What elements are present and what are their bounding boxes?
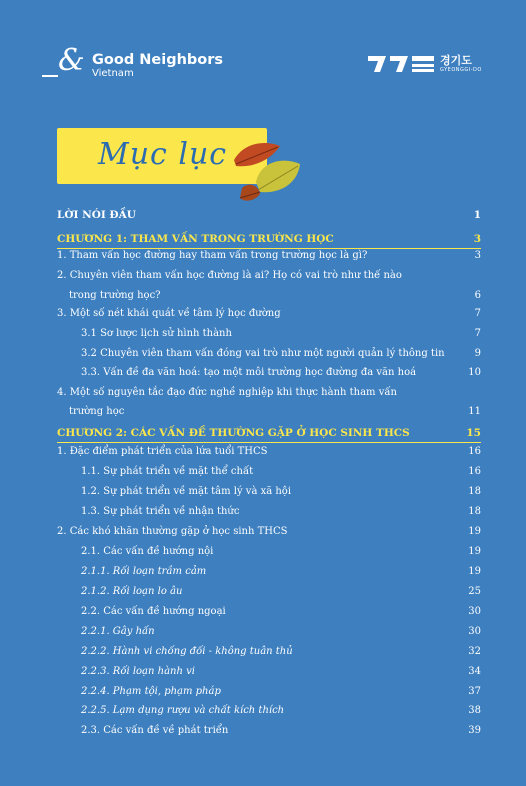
toc-entry-label: 4. Một số nguyên tắc đạo đức nghề nghiệp khi thực hành tham vấn (57, 387, 397, 398)
toc-entry-label: 3.3. Vấn đề đa văn hoá: tạo một môi trường học đường đa văn hoá (81, 367, 417, 378)
toc-entry-label: 2.2.2. Hành vi chống đối - không tuân thủ (81, 646, 293, 657)
page-header (0, 0, 526, 90)
toc-page-number: 11 (468, 406, 481, 417)
good-neighbors-mark-icon: & (42, 52, 90, 80)
toc-page-number: 38 (468, 705, 481, 716)
logo-subtitle: Vietnam (92, 67, 134, 79)
toc-entry-label: 1. Tham vấn học đường hay tham vấn trong trường học là gì? (57, 250, 368, 261)
toc-entry-label: 2.2. Các vấn đề hướng ngoại (81, 606, 226, 617)
toc-page-number: 16 (468, 446, 481, 457)
toc-entry-label: 1. Đặc điểm phát triển của lứa tuổi THCS (57, 446, 268, 457)
toc-entry-label: trường học (69, 406, 125, 417)
logo-title: Good Neighbors (92, 51, 224, 68)
toc-page-number: 37 (468, 686, 481, 697)
toc-page-number: 25 (468, 586, 481, 597)
toc-page-number: 32 (468, 646, 481, 657)
toc-page-number: 6 (474, 290, 481, 301)
toc-page-number: 19 (468, 526, 481, 537)
logo-korean: 경기도 (440, 53, 472, 67)
toc-entry-label: CHƯƠNG 1: THAM VẤN TRONG TRƯỜNG HỌC (57, 233, 334, 245)
toc-entry-label: CHƯƠNG 2: CÁC VẤN ĐỀ THƯỜNG GẶP Ở HỌC SINH THCS (57, 427, 410, 439)
logo-english: GYEONGGI-DO (440, 66, 482, 73)
toc-entry-label: 2.3. Các vấn đề về phát triển (81, 725, 229, 736)
toc-page-number: 10 (468, 367, 481, 378)
page-title: Mục lục (98, 137, 228, 172)
toc-page-number: 3 (474, 250, 481, 261)
toc-entry-label: 1.3. Sự phát triển về nhận thức (81, 506, 240, 517)
toc-page-number: 34 (468, 666, 481, 677)
toc-page-number: 7 (474, 308, 481, 319)
toc-entry-label: 2.2.1. Gây hấn (81, 626, 155, 637)
toc-entry-label: 1.2. Sự phát triển về mặt tâm lý và xã hội (81, 486, 292, 497)
toc-entry-label: 2.2.5. Lạm dụng rượu và chất kích thích (81, 705, 285, 716)
toc-entry-label: 2.2.4. Phạm tội, phạm pháp (81, 686, 221, 697)
good-neighbors-logo (42, 43, 224, 80)
toc-page-number: 19 (468, 546, 481, 557)
toc-entry-label: 3.2 Chuyên viên tham vấn đóng vai trò như một người quản lý thông tin (81, 348, 445, 359)
toc-page-number: 39 (468, 725, 481, 736)
toc-entry-label: 2.1.2. Rối loạn lo âu (81, 586, 183, 597)
toc-entry-label: 2.1. Các vấn đề hướng nội (81, 546, 214, 557)
toc-entry-label: 3.1 Sơ lược lịch sử hình thành (81, 328, 232, 339)
toc-page-number: 30 (468, 606, 481, 617)
toc-entry-label: 2.2.3. Rối loạn hành vi (81, 666, 195, 677)
toc-page-number: 16 (468, 466, 481, 477)
toc-page-number: 30 (468, 626, 481, 637)
toc-entry-label: 2. Chuyên viên tham vấn học đường là ai? Họ có vai trò như thế nào (57, 270, 402, 281)
toc-page-number: 15 (466, 427, 481, 439)
gyeonggi-mark-icon (366, 53, 436, 75)
toc-page-number: 18 (468, 486, 481, 497)
toc-page-number: 19 (468, 566, 481, 577)
toc-entry-label: trong trường học? (69, 290, 161, 301)
toc-entry-label: LỜI NÓI ĐẦU (57, 209, 136, 221)
toc-entry-label: 3. Một số nét khái quát về tâm lý học đường (57, 308, 281, 319)
toc-page-number: 3 (473, 233, 481, 245)
autumn-leaves-icon (226, 138, 306, 212)
toc-page-number: 9 (474, 348, 481, 359)
chapter-underline (57, 442, 481, 443)
toc-page-number: 7 (474, 328, 481, 339)
toc-entry-label: 2. Các khó khăn thường gặp ở học sinh THCS (57, 526, 288, 537)
toc-entry-label: 2.1.1. Rối loạn trầm cảm (81, 566, 207, 577)
toc-page-number: 1 (473, 209, 481, 221)
gyeonggi-logo (366, 53, 482, 75)
toc-entry-label: 1.1. Sự phát triển về mặt thể chất (81, 466, 254, 477)
toc-page-number: 18 (468, 506, 481, 517)
